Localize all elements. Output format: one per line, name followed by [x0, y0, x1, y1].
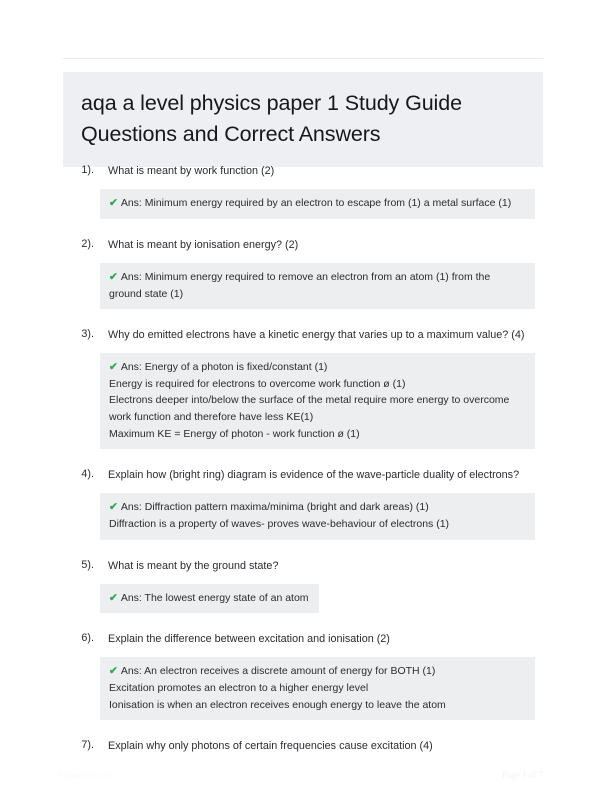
answer-text: Ans: Minimum energy required by an electron to escape from (1) a metal surface (1): [120, 197, 512, 210]
answer-line: [109, 359, 525, 376]
question-item: [0, 163, 606, 219]
question-answer-list: [0, 163, 606, 772]
green-check-icon: ✔: [109, 665, 118, 678]
question-row: [63, 631, 543, 647]
question-row: [63, 163, 543, 179]
page-footer: [0, 760, 606, 800]
question-item: [0, 237, 606, 309]
answer-line: Maximum KE = Energy of photon - work function ø (1): [109, 427, 360, 440]
answer-block: [100, 353, 535, 449]
question-row: [63, 558, 543, 574]
question-item: [0, 558, 606, 614]
question-text: Explain how (bright ring) diagram is evidence of the wave-particle duality of electrons?: [108, 469, 520, 482]
answer-line: Excitation promotes an electron to a higher energy level: [109, 682, 369, 695]
question-item: [0, 327, 606, 449]
answer-text: Ans: Energy of a photon is fixed/constant (1): [120, 361, 328, 374]
answer-line: Diffraction is a property of waves- proves wave-behaviour of electrons (1): [109, 517, 450, 530]
header-divider: [63, 58, 543, 59]
answer-text: Ans: An electron receives a discrete amount of energy for BOTH (1): [120, 665, 436, 678]
question-text: What is meant by ionisation energy? (2): [108, 238, 299, 251]
answer-line: [109, 590, 309, 607]
question-number: 2).: [81, 237, 94, 250]
green-check-icon: ✔: [109, 591, 118, 604]
question-row: [63, 327, 543, 343]
watermark: PaperStic.com: [58, 770, 115, 780]
question-text: What is meant by work function (2): [108, 165, 275, 177]
green-check-icon: ✔: [109, 197, 118, 210]
answer-line: [109, 195, 525, 212]
question-text: What is meant by the ground state?: [108, 559, 279, 572]
page-number: Page 1 of 7: [502, 770, 543, 780]
question-number: 1).: [81, 164, 94, 176]
answer-block: [100, 189, 535, 219]
green-check-icon: ✔: [109, 361, 118, 374]
answer-text: Ans: The lowest energy state of an atom: [120, 591, 309, 604]
question-row: [63, 467, 543, 483]
question-text: Explain why only photons of certain frequencies cause excitation (4): [108, 740, 433, 753]
answer-text: Ans: Minimum energy required to remove an electron from an atom (1) from the ground state (1): [109, 270, 491, 300]
answer-line: Energy is required for electrons to overcome work function ø (1): [109, 377, 406, 390]
question-number: 4).: [81, 468, 94, 481]
question-item: [0, 467, 606, 539]
question-row: [63, 237, 543, 253]
answer-line: Electrons deeper into/below the surface of the metal require more energy to overcome work function and therefore have less KE(1): [109, 394, 510, 424]
answer-block: [100, 657, 535, 720]
question-number: 7).: [81, 739, 94, 752]
question-number: 5).: [81, 558, 94, 571]
answer-text: Ans: Diffraction pattern maxima/minima (bright and dark areas) (1): [120, 501, 429, 514]
page-title: aqa a level physics paper 1 Study Guide Questions and Correct Answers: [63, 72, 543, 167]
answer-block: [100, 263, 535, 309]
question-text: Why do emitted electrons have a kinetic energy that varies up to a maximum value? (4): [108, 329, 525, 342]
question-row: [63, 738, 543, 754]
question-text: Explain the difference between excitation and ionisation (2): [108, 633, 390, 646]
green-check-icon: ✔: [109, 501, 118, 514]
answer-line: [109, 269, 525, 302]
answer-line: [109, 499, 525, 516]
question-number: 3).: [81, 328, 94, 341]
answer-line: [109, 663, 525, 680]
green-check-icon: ✔: [109, 270, 118, 283]
answer-line: Ionisation is when an electron receives enough energy to leave the atom: [109, 698, 446, 711]
answer-block: [100, 493, 535, 539]
question-item: [0, 738, 606, 754]
answer-block: [100, 584, 319, 614]
question-item: [0, 631, 606, 720]
question-number: 6).: [81, 632, 94, 645]
